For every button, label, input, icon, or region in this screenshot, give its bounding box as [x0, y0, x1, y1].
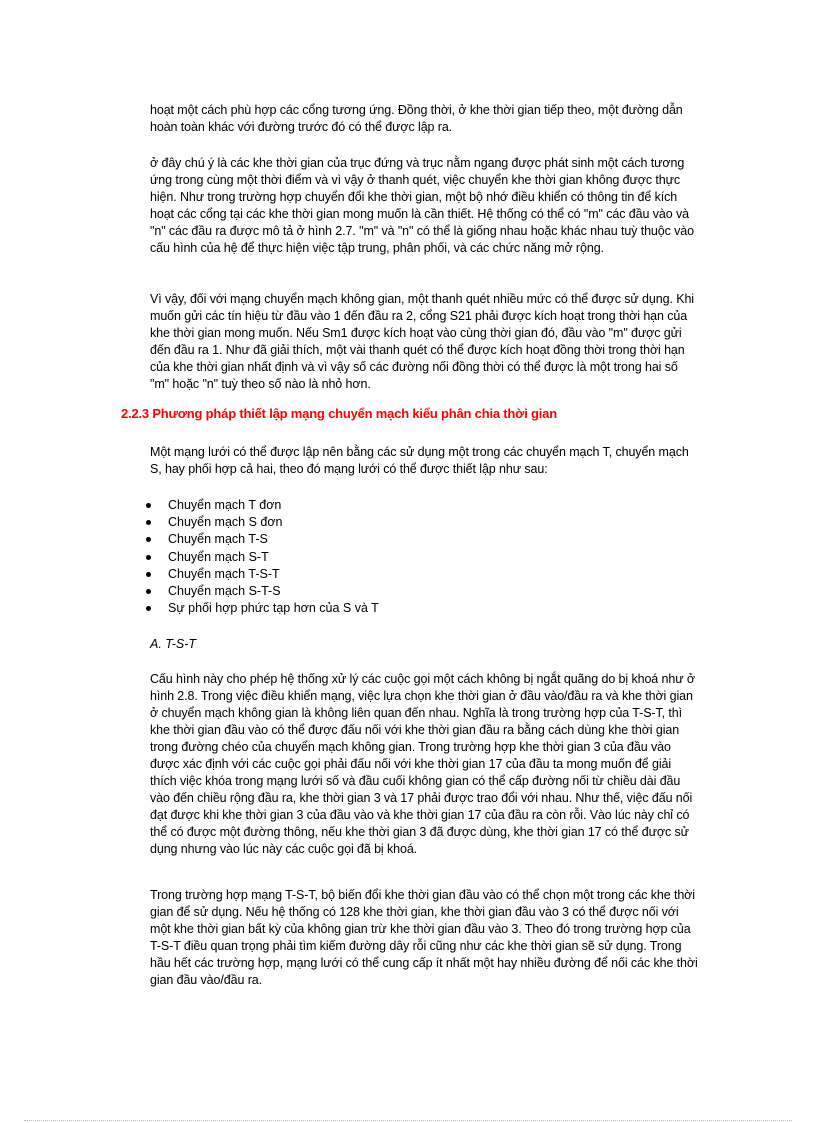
list-item: Sự phối hợp phức tạp hơn của S và T — [144, 600, 379, 617]
switch-type-list — [144, 497, 379, 617]
list-item: Chuyển mạch S đơn — [144, 514, 379, 531]
paragraph-tst-network: Trong trường hợp mạng T-S-T, bộ biến đổi khe thời gian đầu vào có thể chọn một trong các khe thời gian để sử dụng. Nếu hệ thống có 128 khe thời gian, khe thời gian đầu vào 3 có thể được nối với một khe thời gian bất kỳ của không gian trừ khe thời gian đầu vào 3. Theo đó trong trường hợp của T-S-T điều quan trọng phải tìm kiếm đường dây rỗi cũng như các khe thời gian sẽ sử dụng. Trong hầu hết các trường hợp, mạng lưới có thể cung cấp ít nhất một hay nhiều đường để nối các khe thời gian đầu vào/đầu ra. — [150, 888, 698, 987]
list-item: Chuyển mạch T-S — [144, 531, 379, 548]
paragraph-space-switch: Vì vậy, đối với mạng chuyển mạch không gian, một thanh quét nhiều mức có thể được sử dụng. Khi muốn gửi các tín hiệu từ đầu vào 1 đến đầu ra 2, cổng S21 phải được kích hoạt trong thời hạn của khe thời gian mong muốn. Nếu Sm1 được kích hoạt vào cùng thời gian đó, đầu vào "m" được gửi đến đầu ra 1. Như đã giải thích, một vài thanh quét có thể được kích hoạt đồng thời trong thời hạn của khe thời gian nhất định và vì vậy số các đường nối đồng thời có thể được là một trong hai số "m" hoặc "n" tuỳ theo số nào là nhỏ hơn. — [150, 292, 694, 391]
list-item: Chuyển mạch S-T — [144, 549, 379, 566]
subsection-heading: A. T-S-T — [150, 637, 197, 651]
list-item: Chuyển mạch S-T-S — [144, 583, 379, 600]
list-item: Chuyển mạch T-S-T — [144, 566, 379, 583]
section-heading: 2.2.3 Phương pháp thiết lập mạng chuyển mạch kiểu phân chia thời gian — [121, 406, 557, 421]
paragraph-tst-configuration: Cấu hình này cho phép hệ thống xử lý các cuộc gọi một cách không bị ngắt quãng do bị khoá như ở hình 2.8. Trong việc điều khiển mạng, việc lựa chọn khe thời gian ở đầu vào/đầu ra và khe thời gian ở chuyển mạch không gian là không liên quan đến nhau. Nghĩa là trong trường hợp của T-S-T, thì khe thời gian đầu vào có thể được đấu nối với khe thời gian đầu ra bằng cách dùng khe thời gian trong đường chéo của chuyển mạch không gian. Trong trường hợp khe thời gian 3 của đầu vào được xác định với các cuộc gọi phải đấu nối với khe thời gian 17 của đầu ta mong muốn để giải thích việc khóa trong mạng lưới số và đầu cuối không gian có thể cấp đường nối từ chiều dài đầu vào đến chiều rộng đầu ra, khe thời gian 3 và 17 phải được trao đổi với nhau. Như thế, việc đấu nối đạt được khi khe thời gian 3 của đầu vào và khe thời gian 17 của đầu ra còn rỗi. Vào lúc này chỉ có thể có được một đường thông, nếu khe thời gian 3 đã được dùng, khe thời gian 17 có thể được sử dụng nhưng vào lúc này các cuộc gọi đã bị khoá. — [150, 672, 695, 856]
paragraph-continuation: hoạt một cách phù hợp các cổng tương ứng. Đồng thời, ở khe thời gian tiếp theo, một đường dẫn hoàn toàn khác với đường trước đó có thể được lập ra. — [150, 103, 683, 134]
paragraph-time-slot-note: ở đây chú ý là các khe thời gian của trục đứng và trục nằm ngang được phát sinh một cách tương ứng trong cùng một thời điểm và vì vậy ở thanh quét, việc chuyển khe thời gian không được thực hiện. Như trong trường hợp chuyển đổi khe thời gian, một bộ nhớ điều khiển có thông tin để kích hoạt các cổng tại các khe thời gian mong muốn là cần thiết. Hệ thống có thể có "m" các đầu vào và "n" các đầu ra được mô tả ở hình 2.7. "m" và "n" có thể là giống nhau hoặc khác nhau tuỳ thuộc vào cấu hình của hệ để thực hiện việc tập trung, phân phối, và các chức năng mở rộng. — [150, 156, 694, 255]
paragraph-network-intro: Một mạng lưới có thể được lập nên bằng các sử dụng một trong các chuyển mạch T, chuyển mạch S, hay phối hợp cả hai, theo đó mạng lưới có thể được thiết lập như sau: — [150, 445, 689, 476]
page-bottom-divider — [24, 1120, 792, 1121]
list-item: Chuyển mạch T đơn — [144, 497, 379, 514]
